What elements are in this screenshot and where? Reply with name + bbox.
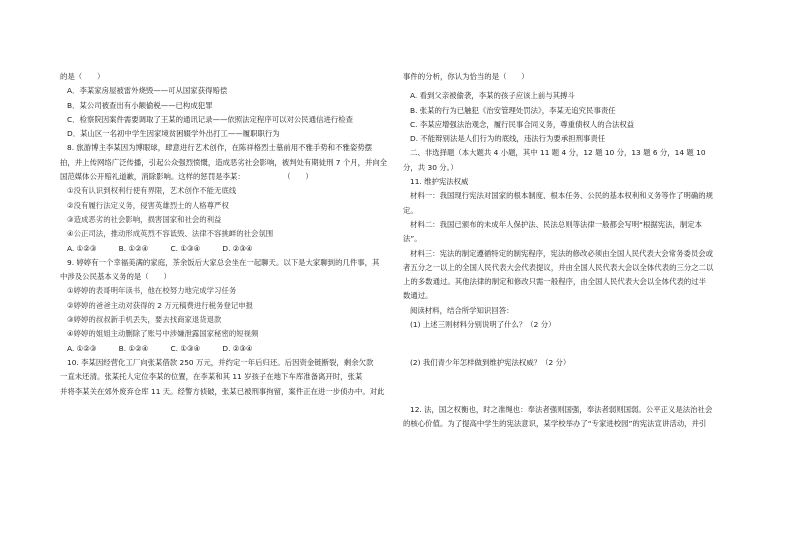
- right-column: [403, 72, 748, 429]
- material-3-line-4: 数通过。: [403, 291, 433, 301]
- material-3-line-3: 上的多数通过。其他法律的制定和修改只需一般程序，由全国人民代表大会以全体代表的过半: [403, 277, 707, 287]
- q9-line-2: 中涉及公民基本义务的是（ ）: [60, 272, 171, 282]
- material-2-line-2: 法”。: [403, 234, 422, 244]
- section-title: 二、非选择题（本大题共 4 小题，其中 11 题 4 分，12 题 10 分，13 题 6 分，14 题 10: [410, 148, 706, 158]
- q8-line-2: 拍，并上传网络广泛传播，引起公众强烈愤慨，造成恶劣社会影响，被判处有期徒刑 7 个月，并向全: [60, 157, 388, 167]
- q8-statement-3: ③造成恶劣的社会影响，损害国家和社会的利益: [67, 214, 222, 224]
- q8-choices: A. ①②③ B. ①②④ C. ①③④ D. ②③④: [67, 243, 253, 253]
- material-2-line-1: 材料二：我国已颁布的未成年人保护法、民法总则等法律一般都会写明“根据宪法，制定本: [410, 219, 703, 229]
- q8-statement-2: ②没有履行法定义务，侵害英雄烈士的人格尊严权: [67, 200, 229, 210]
- material-3-line-1: 材料三：宪法的制定遵循特定的制宪程序，宪法的修改必须由全国人民代表大会常务委员会或: [410, 248, 714, 258]
- sub-question-1: (1) 上述三则材料分别说明了什么？（2 分）: [410, 320, 556, 330]
- sub-question-2: (2) 我们青少年怎样做到维护宪法权威？（2 分）: [410, 358, 571, 368]
- option-c: C．检察院因案件需要调取了王某的通讯记录——依照法定程序可以对公民通信进行检查: [67, 114, 354, 124]
- q8-answer-blank: （ ）: [283, 172, 313, 182]
- question-tail: 的是（ ）: [60, 72, 105, 81]
- q9-statement-4: ④婷婷的姐姐主动删除了账号中涉嫌泄露国家秘密的短视频: [67, 329, 259, 339]
- q10-option-b: B. 张某的行为已触犯《治安管理处罚法》，李某无追究民事责任: [410, 105, 616, 115]
- q9-line-1: 9. 婷婷有一个幸福美满的家庭，茶余饭后大家总会坐在一起聊天。以下是大家聊到的几件事，其: [67, 257, 380, 267]
- question-tail-right: 事件的分析，你认为恰当的是（ ）: [403, 72, 529, 81]
- material-1-line-2: 定。: [403, 205, 418, 215]
- q8-line-3-text: 国范媒体公开赔礼道歉，消除影响。这样的惩罚是李某：: [60, 172, 245, 182]
- read-prompt: 阅读材料，结合所学知识回答：: [410, 305, 514, 315]
- option-b: B．某公司被查出有小额偷税——已构成犯罪: [67, 100, 213, 110]
- q8-statement-4: ④公正司法，推动形成英烈不容诋毁、法律不容挑衅的社会氛围: [67, 229, 274, 239]
- q9-statement-1: ①婷婷的表哥明年读书，他在校努力地完成学习任务: [67, 286, 237, 296]
- material-1-line-1: 材料一：我国现行宪法对国家的根本制度、根本任务、公民的基本权利和义务等作了明确的规: [410, 191, 714, 201]
- section-title-cont: 分，共 30 分。）: [403, 162, 458, 172]
- q9-choices: A. ①②③ B. ①②④ C. ①③④ D. ②③④: [67, 343, 253, 353]
- material-3-line-2: 者五分之一以上的全国人民代表大会代表提议，并由全国人民代表大会以全体代表的三分之二以: [403, 262, 714, 272]
- q9-statement-2: ②婷婷的爸爸主动对获得的 2 万元稿费进行税务登记申报: [67, 300, 254, 310]
- q10-option-a: A. 看到父亲被偷袭，李某的孩子应该上前与其搏斗: [410, 91, 575, 101]
- q10-line-1: 10. 李某因经营化工厂向张某借款 250 万元，并约定一年后归还。后因资金链断裂，剩余欠款: [67, 357, 374, 367]
- q9-statement-3: ③婷婷的叔叔新手机丢失，要去找商家退货退款: [67, 315, 222, 325]
- q10-option-c: C. 李某应增强法治观念，履行民事合同义务，尊重债权人的合法权益: [410, 119, 635, 129]
- q8-statement-1: ①没有认识到权利行使有界限，艺术创作不能无底线: [67, 186, 237, 196]
- left-column: [60, 72, 390, 397]
- q11-title: 11. 维护宪法权威: [410, 177, 469, 187]
- q10-option-d: D. 不能辩别法是人们行为的底线，违法行为要承担刑事责任: [410, 134, 606, 144]
- q12-line-2: 的核心价值。为了提高中学生的宪法意识，某学校举办了“专家进校园”的宪法宣讲活动，并引: [403, 418, 707, 428]
- option-a: A．李某家房屋被雷外烧毁——可从国家获得赔偿: [67, 86, 228, 96]
- q8-line-3: [60, 172, 390, 182]
- q12-line-1: 12. 法，国之权衡也，时之准绳也：奉法者强则国强，奉法者弱则国弱。公平正义是法治社会: [410, 404, 713, 414]
- q10-line-3: 并将李某关在郊外废弃仓库 11 天。经警方侦破，张某已被刑事拘留，案件正在进一步侦办中。对此: [60, 386, 385, 396]
- option-d: D．某山区一名初中学生因家境贫困辍学外出打工——履职职行为: [67, 129, 280, 139]
- q8-line-1: 8. 旅游博主李某因为博眼球，肆意进行艺术创作，在陈祥格烈士墓前用不雅手势和不雅姿势摆: [67, 143, 373, 153]
- q10-line-2: 一直未还清。张某托人定位李某的位置，在李某和其 11 岁孩子在地下车库准备离开时，张某: [60, 372, 363, 382]
